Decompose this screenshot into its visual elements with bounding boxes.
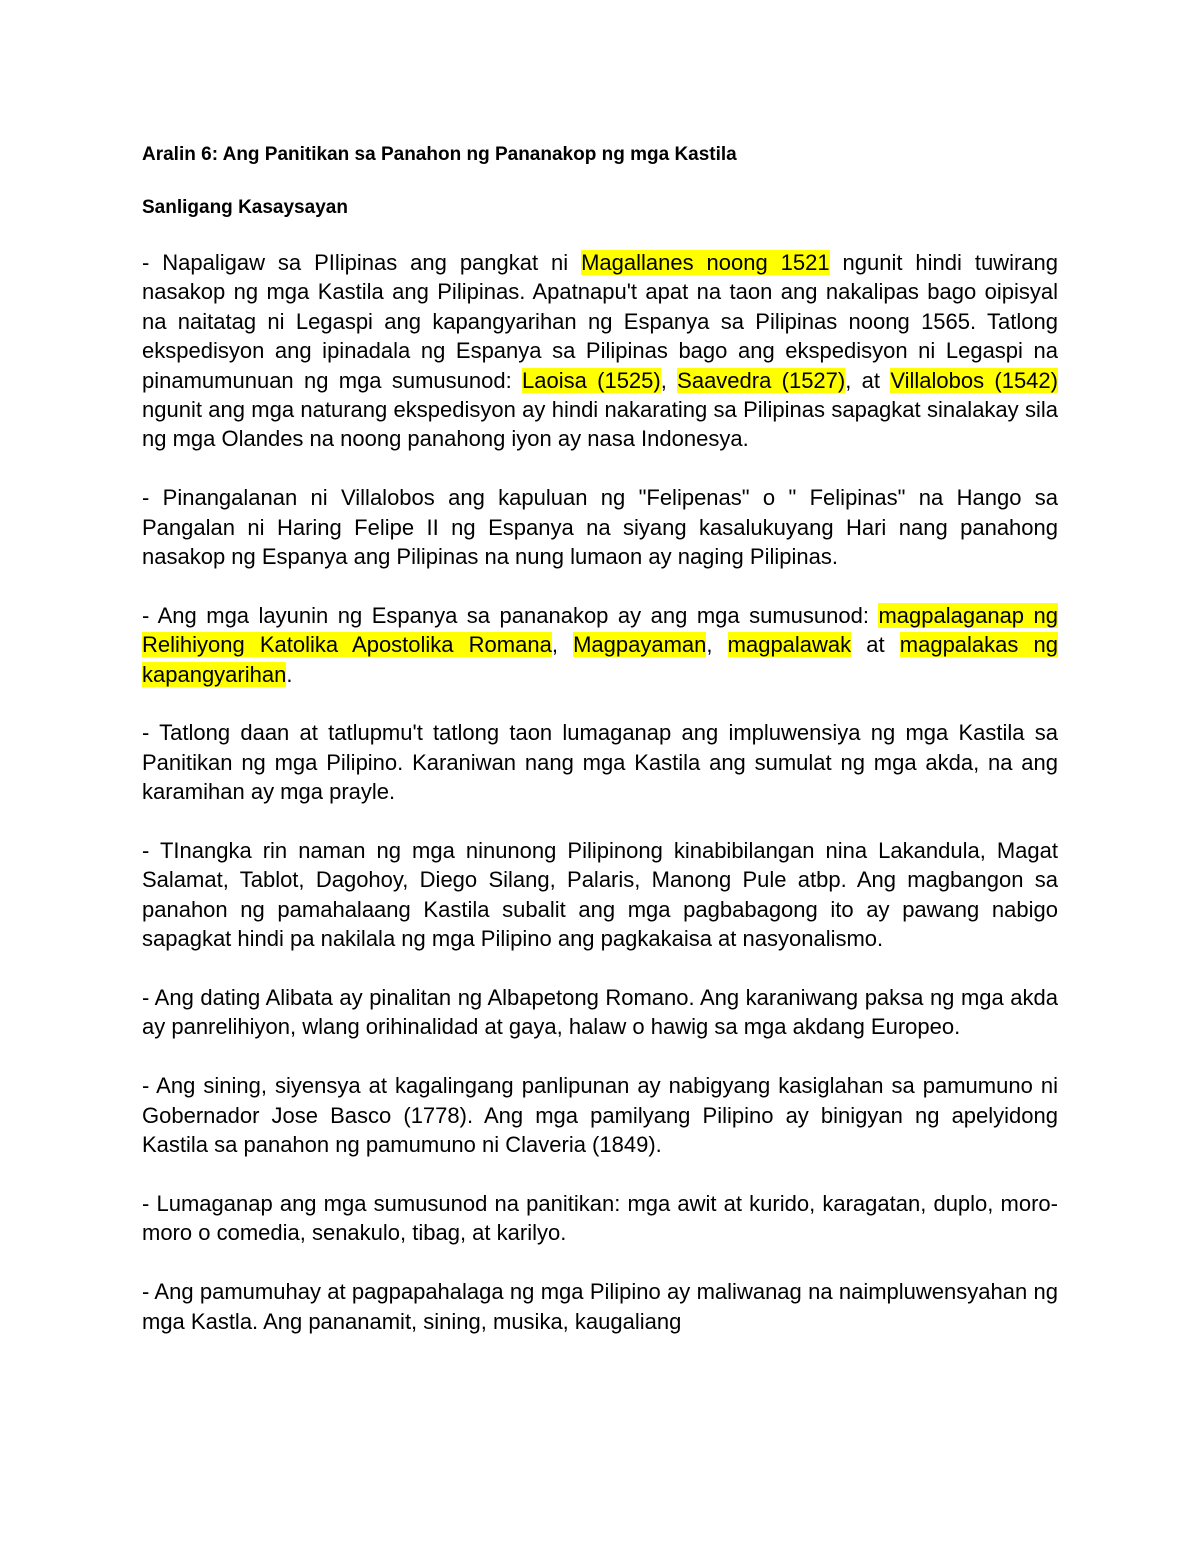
highlighted-text: magpalakas ng kapangyarihan [142,632,1058,687]
paragraph-text: ngunit ang mga naturang ekspedisyon ay hindi nakarating sa Pilipinas sapagkat sinalakay sila ng mga Olandes na noong panahong iyon ay nasa Indonesya. [142,397,1058,452]
paragraph-text: ngunit hindi tuwirang nasakop ng mga Kastila ang Pilipinas. Apatnapu't apat na taon ang nakalipas bago oipisyal na naitatag ni Legaspi ang kapangyarihan ng Espanya sa Pilipinas noong 1565. Tatlong ekspedisyon ang ipinadala ng Espanya sa Pilipinas bago ang ekspedisyon ni Legaspi na pinamumunuan ng mga sumusunod: [142,250,1058,393]
paragraph-text: - Lumaganap ang mga sumusunod na panitikan: mga awit at kurido, karagatan, duplo, moro-moro o comedia, senakulo, tibag, at karilyo. [142,1190,1058,1246]
paragraph-text: - Tatlong daan at tatlupmu't tatlong taon lumaganap ang impluwensiya ng mga Kastila sa Panitikan ng mga Pilipino. Karaniwan nang mga Kastila ang sumulat ng mga akda, na ang karamihan ay mga prayle. [142,720,1058,805]
paragraph-text: , at [845,367,891,393]
paragraph-list [142,248,1058,1336]
highlighted-text: Saavedra (1527) [677,367,846,393]
paragraph [142,1189,1058,1248]
highlighted-text: Magpayaman [573,632,707,658]
paragraph-text: - Pinangalanan ni Villalobos ang kapuluan ng "Felipenas" o " Felipinas" na Hango sa Pangalan ni Haring Felipe II ng Espanya na siyang kasalukuyang Hari nang panahong nasakop ng Espanya ang Pilipinas na nung lumaon ay naging Pilipinas. [142,485,1058,570]
highlighted-text: Magallanes noong 1521 [581,250,830,275]
highlighted-text: Laoisa (1525) [522,367,661,393]
paragraph-text: at [851,632,900,658]
paragraph [142,483,1058,571]
paragraph-text: , [551,632,574,658]
paragraph-text: - Napaligaw sa PIlipinas ang pangkat ni [142,250,582,275]
paragraph-text: - Ang mga layunin ng Espanya sa pananakop ay ang mga sumusunod: [142,602,879,628]
highlighted-text: Villalobos (1542) [890,367,1058,393]
paragraph-text: , [660,367,678,393]
paragraph [142,601,1058,689]
paragraph-text: - TInangka rin naman ng mga ninunong Pilipinong kinabibilangan nina Lakandula, Magat Salamat, Tablot, Dagohoy, Diego Silang, Palaris, Manong Pule atbp. Ang magbangon sa panahon ng pamahalaang Kastila subalit ang mga pagbabagong ito ay pawang nabigo sapagkat hindi pa nakilala ng mga Pilipino ang pagkakaisa at nasyonalismo. [142,838,1058,952]
paragraph-text: , [706,632,728,658]
lesson-title: Aralin 6: Ang Panitikan sa Panahon ng Pananakop ng mga Kastila [142,144,737,165]
paragraph [142,1071,1058,1159]
highlighted-text: magpalaganap ng Relihiyong Katolika Apostolika Romana [142,602,1058,658]
paragraph-text: - Ang sining, siyensya at kagalingang panlipunan ay nabigyang kasiglahan sa pamumuno ni Gobernador Jose Basco (1778). Ang mga pamilyang Pilipino ay binigyan ng apelyidong Kastila sa panahon ng pamumuno ni Claveria (1849). [142,1073,1058,1158]
paragraph-text: - Ang dating Alibata ay pinalitan ng Albapetong Romano. Ang karaniwang paksa ng mga akda ay panrelihiyon, wlang orihinalidad at gaya, halaw o hawig sa mga akdang Europeo. [142,985,1058,1040]
highlighted-text: magpalawak [727,632,852,658]
section-heading: Sanligang Kasaysayan [142,197,348,218]
paragraph [142,836,1058,954]
document-body [142,140,1058,1365]
paragraph-text: - Ang pamumuhay at pagpapahalaga ng mga Pilipino ay maliwanag na naimpluwensyahan ng mga Kastla. Ang pananamit, sining, musika, kaugaliang [142,1279,1058,1334]
paragraph [142,1277,1058,1336]
paragraph [142,718,1058,806]
paragraph [142,248,1058,454]
paragraph [142,983,1058,1042]
paragraph-text: . [286,661,293,687]
